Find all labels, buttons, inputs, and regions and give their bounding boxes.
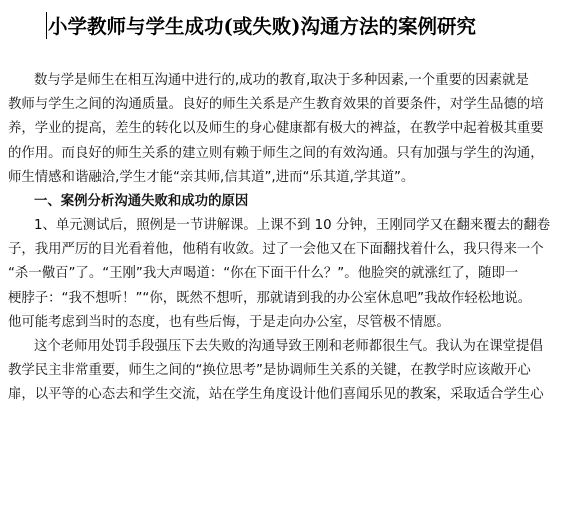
paragraph-line: 子，我用严厉的目光看着他，他稍有收敛。过了一会他又在下面翻找着什么，我只得来一个 xyxy=(8,242,544,258)
text-cursor xyxy=(46,12,47,39)
paragraph-line: 扉，以平等的心态去和学生交流，站在学生角度设计他们喜闻乐见的教案，采取适合学生心 xyxy=(8,387,544,403)
paragraph-intro[interactable] xyxy=(8,69,564,190)
paragraph-line: 教师与学生之间的沟通质量。良好的师生关系是产生教育效果的首要条件，对学生品德的培 xyxy=(8,97,544,113)
paragraph-analysis[interactable] xyxy=(8,335,564,408)
section-heading: 一、案例分析沟通失败和成功的原因 xyxy=(34,194,249,209)
paragraph-line: 他可能考虑到当时的态度，也有些后悔，于是走向办公室，尽管极不情愿。 xyxy=(8,314,450,330)
paragraph-case-1[interactable] xyxy=(8,214,564,335)
paragraph-line: 梗脖子：“我不想听！”“你，既然不想听，那就请到我的办公室休息吧”我故作轻松地说。 xyxy=(8,290,532,306)
title-row xyxy=(46,8,476,42)
paragraph-line: 的作用。而良好的师生关系的建立则有赖于师生之间的有效沟通。只有加强与学生的沟通， xyxy=(8,145,544,161)
paragraph-line: 师生情感和谐融洽,学生才能“亲其师,信其道”,进而“乐其道,学其道”。 xyxy=(8,169,415,185)
paragraph-line: 1、单元测试后，照例是一节讲解课。上课不到 10 分钟，王刚同学又在翻来覆去的翻卷 xyxy=(34,218,551,233)
paragraph-line: 教学民主非常重要，师生之间的“换位思考”是协调师生关系的关键，在教学时应该敞开心 xyxy=(8,363,531,379)
paragraph-line: “杀一儆百”了。“王刚”我大声喝道：“你在下面干什么？”。他脸突的就涨红了，随即一 xyxy=(8,266,519,282)
section-heading-block[interactable] xyxy=(8,190,564,214)
paragraph-line: 这个老师用处罚手段强压下去失败的沟通导致王刚和老师都很生气。我认为在课堂提倡 xyxy=(34,339,543,354)
document-title[interactable]: 小学教师与学生成功(或失败)沟通方法的案例研究 xyxy=(48,15,476,38)
paragraph-line: 数与学是师生在相互沟通中进行的,成功的教育,取决于多种因素,一个重要的因素就是 xyxy=(34,73,529,88)
paragraph-line: 养，学业的提高，差生的转化以及师生的身心健康都有极大的裨益，在教学中起着极其重要 xyxy=(8,121,544,137)
